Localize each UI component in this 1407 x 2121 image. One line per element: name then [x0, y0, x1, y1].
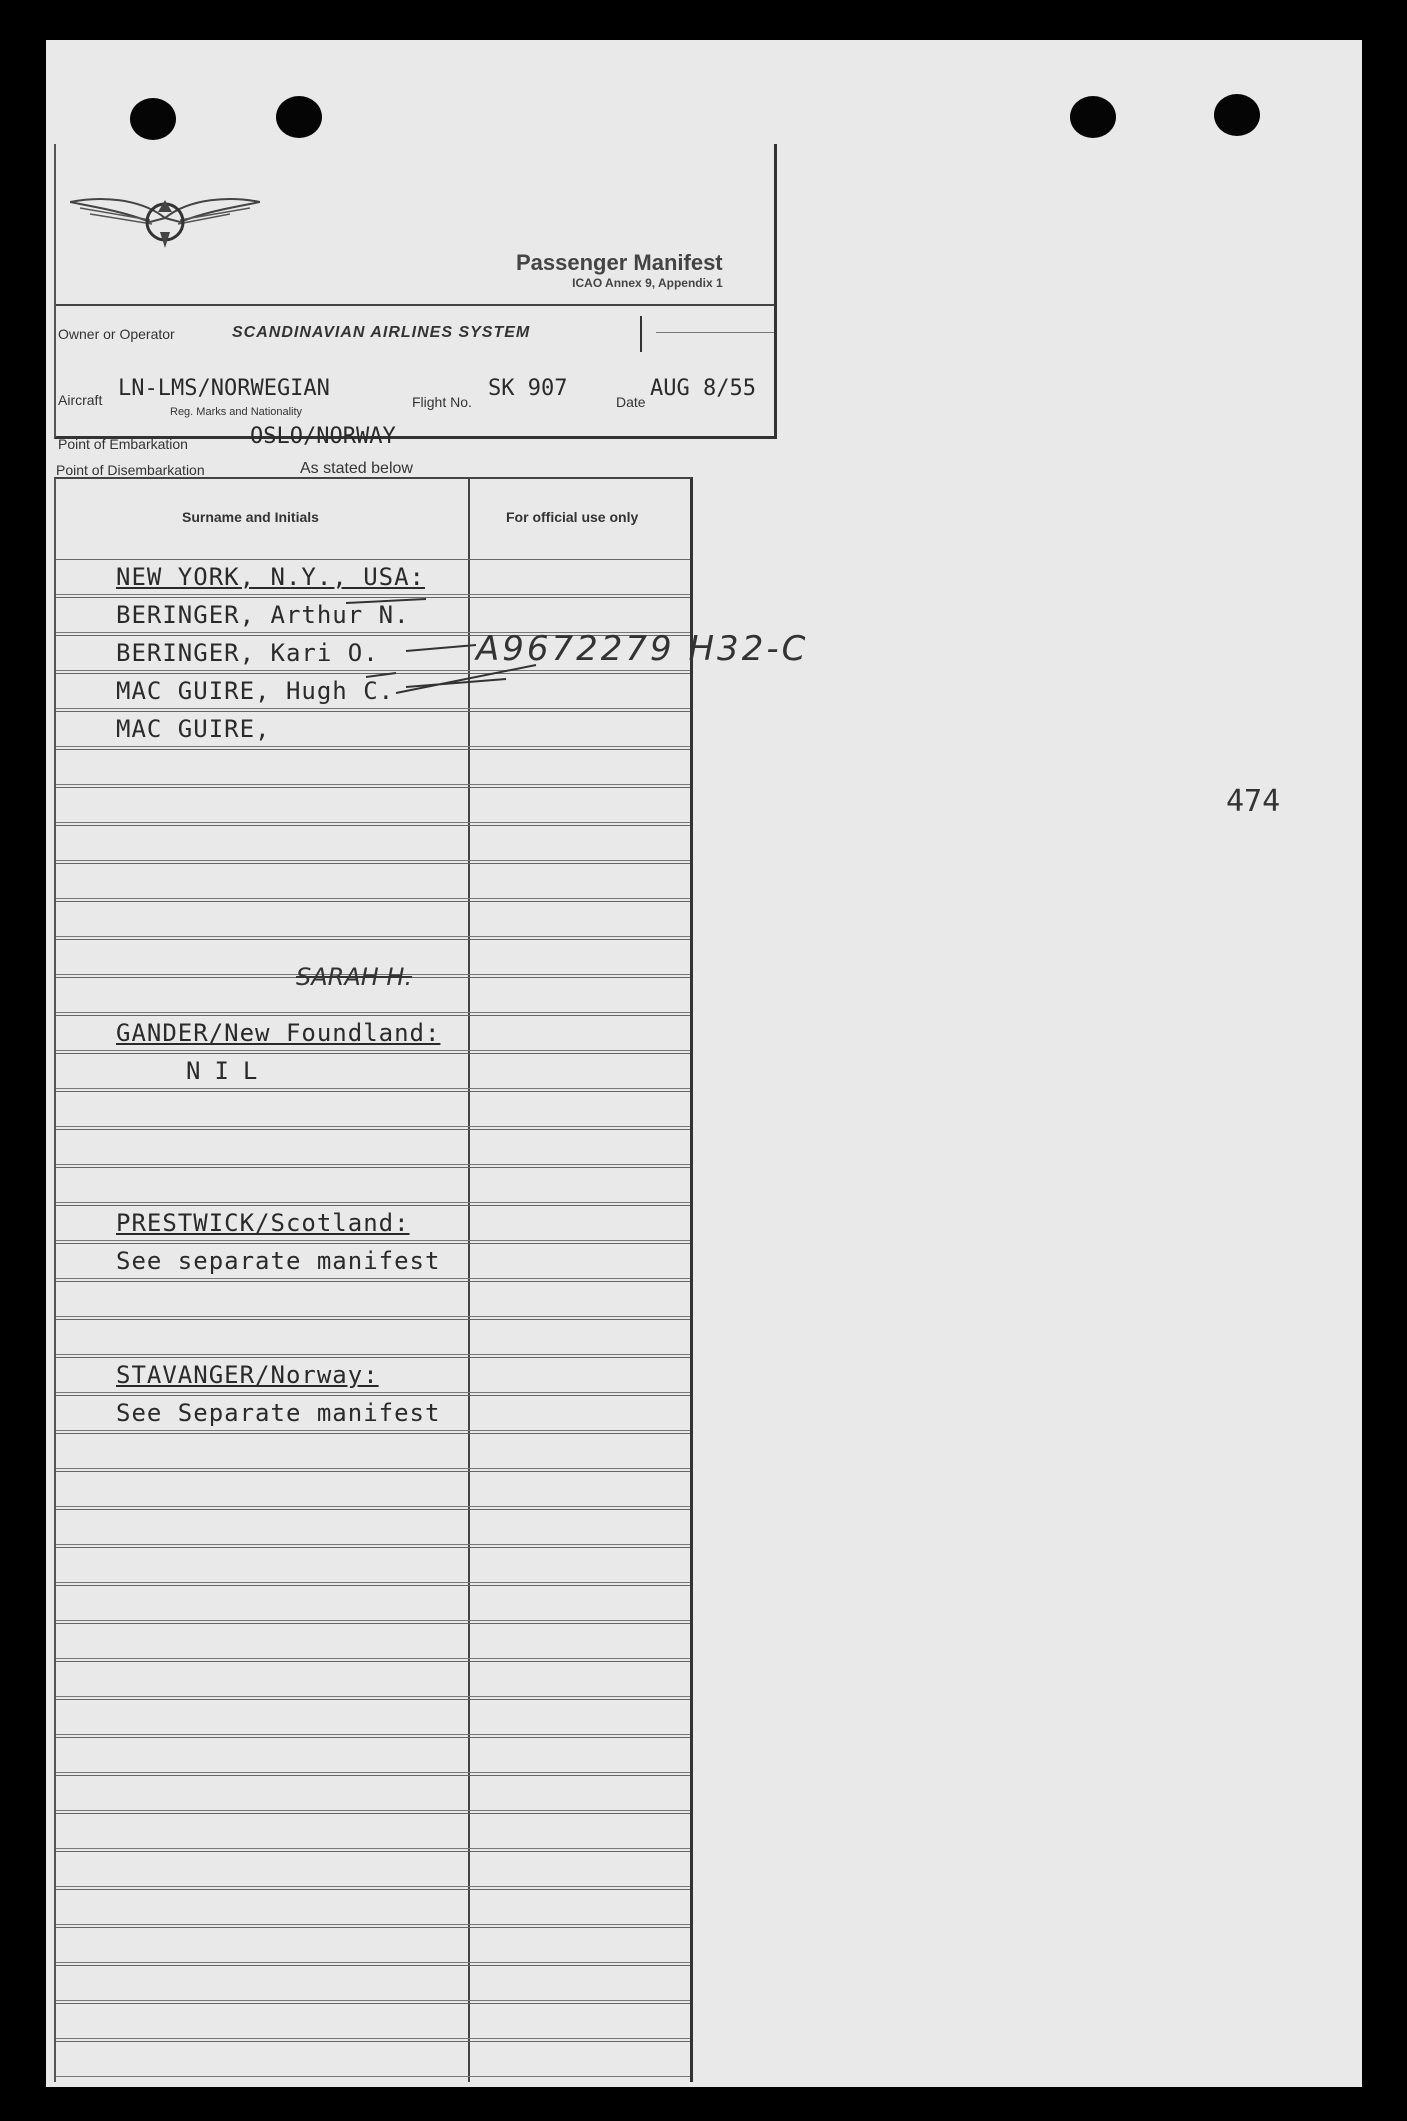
form-title: Passenger Manifest	[516, 250, 723, 275]
table-row	[56, 1851, 690, 1887]
column-header-surname: Surname and Initials	[182, 509, 319, 525]
passenger-entry: NEW YORK, N.Y., USA:	[116, 563, 425, 591]
table-row	[56, 901, 690, 937]
operator-stamp: SCANDINAVIAN AIRLINES SYSTEM	[232, 324, 531, 341]
column-header-official: For official use only	[506, 509, 639, 525]
table-row	[56, 1167, 690, 1203]
table-row	[56, 825, 690, 861]
passenger-entry: STAVANGER/Norway:	[116, 1361, 379, 1389]
table-row	[56, 1927, 690, 1963]
table-row	[56, 1243, 690, 1279]
aircraft-label: Aircraft	[58, 392, 103, 408]
manifest-form	[54, 144, 809, 2080]
punch-hole	[1214, 94, 1260, 136]
punch-hole	[130, 98, 176, 140]
passenger-entry: See separate manifest	[116, 1247, 441, 1275]
table-row	[56, 1813, 690, 1849]
table-row	[56, 1509, 690, 1545]
table-row	[56, 1053, 690, 1089]
embarkation-value: OSLO/NORWAY	[250, 424, 396, 449]
embarkation-label: Point of Embarkation	[58, 436, 188, 452]
table-row	[56, 1129, 690, 1165]
passenger-entry: See Separate manifest	[116, 1399, 441, 1427]
passenger-entry: GANDER/New Foundland:	[116, 1019, 441, 1047]
table-row	[56, 1775, 690, 1811]
table-row	[56, 2041, 690, 2077]
table-row	[56, 1965, 690, 2001]
crossed-initials: SARAH H.	[296, 963, 413, 991]
table-row	[56, 1091, 690, 1127]
passenger-entry: PRESTWICK/Scotland:	[116, 1209, 410, 1237]
disembarkation-value: As stated below	[300, 460, 413, 477]
table-row	[56, 1547, 690, 1583]
passenger-entry: MAC GUIRE, Hugh C.	[116, 677, 395, 705]
table-row	[56, 1661, 690, 1697]
table-row	[56, 1737, 690, 1773]
airline-wings-logo	[70, 178, 260, 258]
passenger-entry: BERINGER, Arthur N.	[116, 601, 410, 629]
handwritten-strokes	[336, 569, 656, 699]
table-row	[56, 1205, 690, 1241]
passenger-rows	[56, 559, 690, 2079]
table-row	[56, 2003, 690, 2039]
table-row	[56, 863, 690, 899]
official-handwritten-note: A9672279 H32-C	[476, 629, 809, 669]
table-row	[56, 711, 690, 747]
table-row	[56, 1357, 690, 1393]
table-row	[56, 787, 690, 823]
date-label: Date	[616, 394, 646, 410]
table-row	[56, 1281, 690, 1317]
table-row	[56, 1889, 690, 1925]
manifest-header	[54, 144, 777, 452]
table-row	[56, 749, 690, 785]
flight-label: Flight No.	[412, 394, 472, 410]
table-row	[56, 1015, 690, 1051]
table-row	[56, 1471, 690, 1507]
date-value: AUG 8/55	[650, 376, 756, 401]
table-row	[56, 1319, 690, 1355]
table-row	[56, 1699, 690, 1735]
passenger-entry: MAC GUIRE,	[116, 715, 271, 743]
manifest-page	[46, 40, 1362, 2087]
table-row	[56, 1395, 690, 1431]
flight-value: SK 907	[488, 376, 568, 401]
table-row	[56, 1433, 690, 1469]
aircraft-value: LN-LMS/NORWEGIAN	[118, 376, 330, 401]
disembarkation-label: Point of Disembarkation	[56, 462, 205, 478]
form-subtitle: ICAO Annex 9, Appendix 1	[572, 276, 723, 290]
punch-hole	[1070, 96, 1116, 138]
table-row	[56, 1585, 690, 1621]
table-row	[56, 1623, 690, 1659]
passenger-entry: NIL	[186, 1057, 272, 1085]
page-number: 474	[1226, 784, 1281, 819]
punch-hole	[276, 96, 322, 138]
owner-label: Owner or Operator	[58, 326, 175, 342]
passenger-entry: BERINGER, Kari O.	[116, 639, 379, 667]
passenger-table	[54, 477, 809, 2082]
aircraft-sub-label: Reg. Marks and Nationality	[170, 406, 303, 418]
